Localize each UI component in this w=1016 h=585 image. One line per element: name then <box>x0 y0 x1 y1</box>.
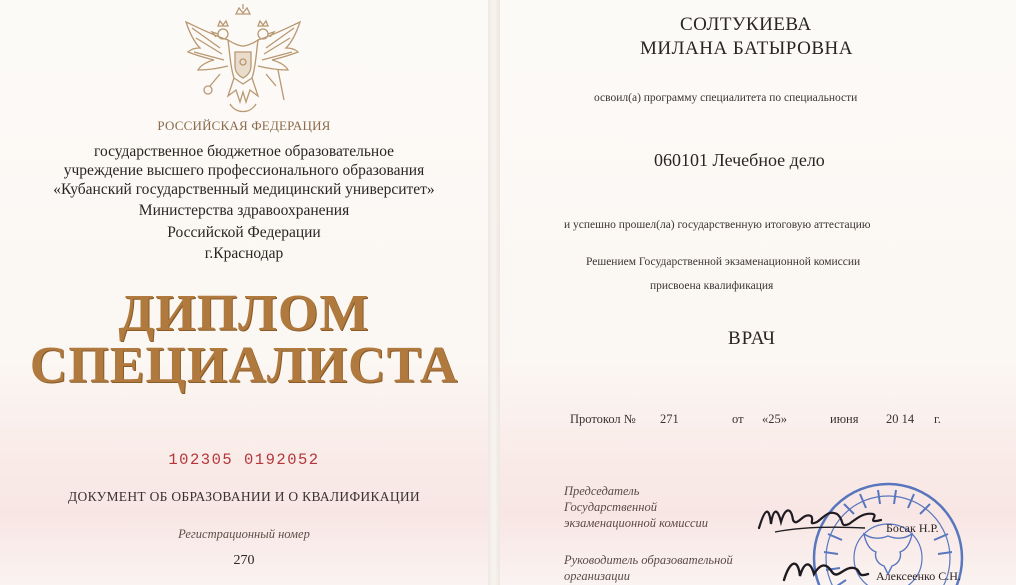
diploma-title-line-1: ДИПЛОМ <box>118 285 370 342</box>
institution-line-3: «Кубанский государственный медицинский университет» <box>53 181 435 198</box>
commission-decision-line-2: присвоена квалификация <box>650 280 774 292</box>
institution-line-4: Министерства здравоохранения <box>138 202 350 219</box>
diploma-left-page <box>0 0 488 585</box>
diploma-serial-number: 102305 0192052 <box>168 451 320 469</box>
head-label-line-1: Руководитель образовательной <box>564 553 733 567</box>
chair-label-line-2: Государственной <box>564 500 657 514</box>
diploma-title-line-2: СПЕЦИАЛИСТА <box>29 337 459 394</box>
page-fold <box>488 0 500 585</box>
institution-line-1: государственное бюджетное образовательное <box>93 143 395 160</box>
country-name: РОССИЙСКАЯ ФЕДЕРАЦИЯ <box>157 118 331 133</box>
protocol-day: «25» <box>762 412 787 426</box>
registration-number-label: Регистрационный номер <box>178 527 310 541</box>
protocol-from: от <box>732 412 744 426</box>
program-mastered-text: освоил(а) программу специалитета по специальности <box>594 92 858 104</box>
graduate-given-names: МИЛАНА БАТЫРОВНА <box>640 38 853 59</box>
chair-name: Босак Н.Р. <box>886 521 939 535</box>
protocol-year: 20 14 <box>886 412 915 426</box>
institution-line-2: учреждение высшего профессионального образования <box>63 162 425 179</box>
chair-label-line-3: экзаменационной комиссии <box>564 516 709 530</box>
protocol-year-suffix: г. <box>934 412 941 426</box>
registration-number: 270 <box>233 553 255 568</box>
head-label-line-2: организации <box>564 569 630 583</box>
graduate-surname: СОЛТУКИЕВА <box>680 14 812 35</box>
chair-label-line-1: Председатель <box>564 484 640 498</box>
institution-line-5: Российской Федерации <box>167 224 321 241</box>
attestation-text: и успешно прошел(ла) государственную итоговую аттестацию <box>564 219 871 231</box>
double-headed-eagle-emblem <box>180 4 306 118</box>
protocol-month: июня <box>830 412 859 426</box>
head-signature <box>780 554 870 584</box>
diploma-right-page <box>500 0 1016 585</box>
specialty: 060101 Лечебное дело <box>654 150 825 170</box>
chair-signature <box>755 498 885 538</box>
protocol-number: 271 <box>660 412 679 426</box>
head-name: Алексеенко С.Н. <box>876 569 961 583</box>
qualification: ВРАЧ <box>728 328 776 349</box>
protocol-label: Протокол № <box>570 412 636 426</box>
commission-decision-line-1: Решением Государственной экзаменационной комиссии <box>586 256 861 268</box>
document-type: ДОКУМЕНТ ОБ ОБРАЗОВАНИИ И О КВАЛИФИКАЦИИ <box>68 489 420 504</box>
institution-line-6: г.Краснодар <box>204 245 284 262</box>
